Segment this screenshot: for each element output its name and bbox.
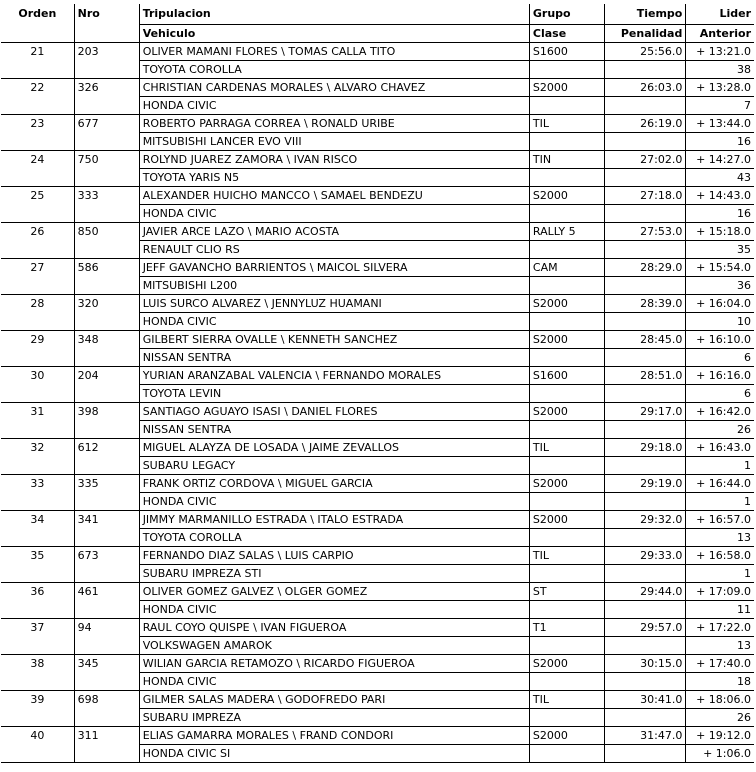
nro-cell: 698 [74,691,139,727]
anterior-cell: 16 [686,133,754,151]
clase-cell [529,529,604,547]
table-row [1,547,754,565]
clase-cell [529,709,604,727]
vehiculo-cell: NISSAN SENTRA [139,349,529,367]
penalidad-cell [605,637,686,655]
lider-cell: + 13:21.0 [686,43,754,61]
grupo-cell: S2000 [529,331,604,349]
anterior-cell: 1 [686,457,754,475]
table-row [1,691,754,709]
tiempo-cell: 29:17.0 [605,403,686,421]
vehiculo-cell: TOYOTA COROLLA [139,529,529,547]
orden-cell: 38 [1,655,74,691]
penalidad-cell [605,529,686,547]
penalidad-cell [605,133,686,151]
tiempo-cell: 27:02.0 [605,151,686,169]
nro-cell: 203 [74,43,139,79]
col-header-penalidad: Penalidad [605,25,686,43]
nro-cell: 750 [74,151,139,187]
grupo-cell: RALLY 5 [529,223,604,241]
nro-cell: 320 [74,295,139,331]
tiempo-cell: 25:56.0 [605,43,686,61]
orden-cell: 25 [1,187,74,223]
clase-cell [529,277,604,295]
orden-cell: 34 [1,511,74,547]
clase-cell [529,61,604,79]
nro-cell: 204 [74,367,139,403]
lider-cell: + 14:43.0 [686,187,754,205]
nro-cell: 461 [74,583,139,619]
penalidad-cell [605,709,686,727]
grupo-cell: TIL [529,547,604,565]
clase-cell [529,169,604,187]
tripulacion-cell: LUIS SURCO ALVAREZ \ JENNYLUZ HUAMANI [139,295,529,313]
tripulacion-cell: OLIVER MAMANI FLORES \ TOMAS CALLA TITO [139,43,529,61]
table-row [1,439,754,457]
tripulacion-cell: ELIAS GAMARRA MORALES \ FRAND CONDORI [139,727,529,745]
tiempo-cell: 28:29.0 [605,259,686,277]
tripulacion-cell: SANTIAGO AGUAYO ISASI \ DANIEL FLORES [139,403,529,421]
nro-cell: 586 [74,259,139,295]
grupo-cell: S2000 [529,655,604,673]
penalidad-cell [605,421,686,439]
lider-cell: + 16:16.0 [686,367,754,385]
results-table [1,4,754,763]
grupo-cell: TIL [529,115,604,133]
clase-cell [529,313,604,331]
tripulacion-cell: JEFF GAVANCHO BARRIENTOS \ MAICOL SILVERA [139,259,529,277]
tiempo-cell: 30:41.0 [605,691,686,709]
grupo-cell: S2000 [529,403,604,421]
orden-cell: 28 [1,295,74,331]
clase-cell [529,601,604,619]
table-row [1,223,754,241]
nro-cell: 341 [74,511,139,547]
penalidad-cell [605,457,686,475]
anterior-cell: 16 [686,205,754,223]
orden-cell: 30 [1,367,74,403]
lider-cell: + 16:44.0 [686,475,754,493]
anterior-cell: 26 [686,421,754,439]
tripulacion-cell: FERNANDO DIAZ SALAS \ LUIS CARPIO [139,547,529,565]
vehiculo-cell: RENAULT CLIO RS [139,241,529,259]
table-row [1,115,754,133]
anterior-cell: + 1:06.0 [686,745,754,763]
vehiculo-cell: SUBARU LEGACY [139,457,529,475]
lider-cell: + 15:18.0 [686,223,754,241]
tiempo-cell: 29:18.0 [605,439,686,457]
clase-cell [529,493,604,511]
orden-cell: 24 [1,151,74,187]
penalidad-cell [605,385,686,403]
clase-cell [529,205,604,223]
lider-cell: + 16:10.0 [686,331,754,349]
nro-cell: 673 [74,547,139,583]
penalidad-cell [605,61,686,79]
table-row [1,367,754,385]
penalidad-cell [605,313,686,331]
anterior-cell: 11 [686,601,754,619]
orden-cell: 26 [1,223,74,259]
anterior-cell: 26 [686,709,754,727]
col-header-nro: Nro [74,4,139,25]
anterior-cell: 43 [686,169,754,187]
grupo-cell: T1 [529,619,604,637]
clase-cell [529,97,604,115]
penalidad-cell [605,745,686,763]
table-row [1,583,754,601]
grupo-cell: S2000 [529,475,604,493]
clase-cell [529,637,604,655]
tiempo-cell: 28:51.0 [605,367,686,385]
col-header-lider: Lider [719,7,751,20]
orden-cell: 33 [1,475,74,511]
table-row [1,655,754,673]
table-row [1,43,754,61]
tiempo-cell: 28:45.0 [605,331,686,349]
vehiculo-cell: TOYOTA LEVIN [139,385,529,403]
grupo-cell: S1600 [529,367,604,385]
vehiculo-cell: SUBARU IMPREZA [139,709,529,727]
tiempo-cell: 29:19.0 [605,475,686,493]
clase-cell [529,385,604,403]
penalidad-cell [605,169,686,187]
vehiculo-cell: HONDA CIVIC [139,97,529,115]
nro-cell: 335 [74,475,139,511]
tiempo-cell: 27:53.0 [605,223,686,241]
tripulacion-cell: ROLYND JUAREZ ZAMORA \ IVAN RISCO [139,151,529,169]
tripulacion-cell: CHRISTIAN CARDENAS MORALES \ ALVARO CHAVEZ [139,79,529,97]
col-header-grupo: Grupo [529,4,604,25]
table-row [1,475,754,493]
vehiculo-cell: VOLKSWAGEN AMAROK [139,637,529,655]
col-header-tripulacion: Tripulacion [139,4,529,25]
tiempo-cell: 26:03.0 [605,79,686,97]
anterior-cell: 10 [686,313,754,331]
col-header-vehiculo: Vehiculo [139,25,529,43]
nro-cell: 348 [74,331,139,367]
col-header-clase: Clase [529,25,604,43]
clase-cell [529,745,604,763]
anterior-cell: 1 [686,493,754,511]
table-row [1,511,754,529]
nro-cell: 677 [74,115,139,151]
tiempo-cell: 31:47.0 [605,727,686,745]
anterior-cell: 6 [686,349,754,367]
grupo-cell: S1600 [529,43,604,61]
table-row [1,79,754,97]
penalidad-cell [605,205,686,223]
table-row [1,259,754,277]
penalidad-cell [605,97,686,115]
tiempo-cell: 29:33.0 [605,547,686,565]
vehiculo-cell: HONDA CIVIC [139,493,529,511]
vehiculo-cell: HONDA CIVIC [139,601,529,619]
penalidad-cell [605,565,686,583]
lider-cell: + 16:57.0 [686,511,754,529]
lider-cell: + 17:40.0 [686,655,754,673]
col-header-anterior: Anterior [686,25,754,43]
penalidad-cell [605,277,686,295]
lider-cell: + 16:42.0 [686,403,754,421]
vehiculo-cell: TOYOTA YARIS N5 [139,169,529,187]
vehiculo-cell: HONDA CIVIC [139,313,529,331]
tripulacion-cell: OLIVER GOMEZ GALVEZ \ OLGER GOMEZ [139,583,529,601]
tiempo-cell: 27:18.0 [605,187,686,205]
orden-cell: 27 [1,259,74,295]
penalidad-cell [605,241,686,259]
tripulacion-cell: ROBERTO PARRAGA CORREA \ RONALD URIBE [139,115,529,133]
table-row [1,727,754,745]
tiempo-cell: 29:32.0 [605,511,686,529]
col-header-orden: Orden [1,4,74,25]
lider-cell: + 16:04.0 [686,295,754,313]
col-header-tiempo: Tiempo [605,4,686,25]
tripulacion-cell: MIGUEL ALAYZA DE LOSADA \ JAIME ZEVALLOS [139,439,529,457]
tiempo-cell: 29:57.0 [605,619,686,637]
lider-cell: + 18:06.0 [686,691,754,709]
vehiculo-cell: HONDA CIVIC SI [139,745,529,763]
lider-cell: + 16:58.0 [686,547,754,565]
nro-cell: 398 [74,403,139,439]
grupo-cell: CAM [529,259,604,277]
anterior-cell: 13 [686,529,754,547]
anterior-cell: 1 [686,565,754,583]
table-row [1,619,754,637]
grupo-cell: TIL [529,691,604,709]
vehiculo-cell: HONDA CIVIC [139,673,529,691]
tiempo-cell: 26:19.0 [605,115,686,133]
lider-cell: + 17:09.0 [686,583,754,601]
grupo-cell: TIL [529,439,604,457]
penalidad-cell [605,673,686,691]
grupo-cell: TIN [529,151,604,169]
vehiculo-cell: TOYOTA COROLLA [139,61,529,79]
orden-cell: 32 [1,439,74,475]
nro-cell: 612 [74,439,139,475]
results-body [1,43,754,763]
orden-cell: 36 [1,583,74,619]
anterior-cell: 35 [686,241,754,259]
vehiculo-cell: SUBARU IMPREZA STI [139,565,529,583]
nro-cell: 345 [74,655,139,691]
orden-cell: 21 [1,43,74,79]
lider-cell: + 16:43.0 [686,439,754,457]
tripulacion-cell: YURIAN ARANZABAL VALENCIA \ FERNANDO MORALES [139,367,529,385]
orden-cell: 35 [1,547,74,583]
grupo-cell: S2000 [529,295,604,313]
grupo-cell: S2000 [529,727,604,745]
grupo-cell: S2000 [529,79,604,97]
lider-cell: + 17:22.0 [686,619,754,637]
clase-cell [529,421,604,439]
grupo-cell: S2000 [529,511,604,529]
penalidad-cell [605,349,686,367]
anterior-cell: 36 [686,277,754,295]
anterior-cell: 38 [686,61,754,79]
anterior-cell: 7 [686,97,754,115]
clase-cell [529,349,604,367]
orden-cell: 39 [1,691,74,727]
orden-cell: 23 [1,115,74,151]
tripulacion-cell: GILBERT SIERRA OVALLE \ KENNETH SANCHEZ [139,331,529,349]
vehiculo-cell: MITSUBISHI L200 [139,277,529,295]
clase-cell [529,457,604,475]
penalidad-cell [605,601,686,619]
orden-cell: 37 [1,619,74,655]
lider-cell: + 15:54.0 [686,259,754,277]
tripulacion-cell: ALEXANDER HUICHO MANCCO \ SAMAEL BENDEZU [139,187,529,205]
nro-cell: 850 [74,223,139,259]
table-row [1,187,754,205]
clase-cell [529,133,604,151]
orden-cell: 29 [1,331,74,367]
table-row [1,331,754,349]
tripulacion-cell: FRANK ORTIZ CORDOVA \ MIGUEL GARCIA [139,475,529,493]
header-row-bottom [1,25,754,43]
anterior-cell: 6 [686,385,754,403]
header-row-top [1,4,754,25]
lider-cell: + 19:12.0 [686,727,754,745]
table-row [1,151,754,169]
lider-cell: + 13:44.0 [686,115,754,133]
table-row [1,295,754,313]
tripulacion-cell: WILIAN GARCIA RETAMOZO \ RICARDO FIGUEROA [139,655,529,673]
lider-cell: + 13:28.0 [686,79,754,97]
nro-cell: 333 [74,187,139,223]
grupo-cell: ST [529,583,604,601]
tiempo-cell: 29:44.0 [605,583,686,601]
nro-cell: 94 [74,619,139,655]
lider-cell: + 14:27.0 [686,151,754,169]
nro-cell: 326 [74,79,139,115]
clase-cell [529,565,604,583]
tripulacion-cell: JAVIER ARCE LAZO \ MARIO ACOSTA [139,223,529,241]
nro-cell: 311 [74,727,139,763]
tripulacion-cell: RAUL COYO QUISPE \ IVAN FIGUEROA [139,619,529,637]
tripulacion-cell: GILMER SALAS MADERA \ GODOFREDO PARI [139,691,529,709]
anterior-cell: 18 [686,673,754,691]
anterior-cell: 13 [686,637,754,655]
tiempo-cell: 28:39.0 [605,295,686,313]
orden-cell: 22 [1,79,74,115]
orden-cell: 31 [1,403,74,439]
orden-cell: 40 [1,727,74,763]
clase-cell [529,673,604,691]
tripulacion-cell: JIMMY MARMANILLO ESTRADA \ ITALO ESTRADA [139,511,529,529]
table-row [1,403,754,421]
vehiculo-cell: HONDA CIVIC [139,205,529,223]
vehiculo-cell: NISSAN SENTRA [139,421,529,439]
tiempo-cell: 30:15.0 [605,655,686,673]
clase-cell [529,241,604,259]
penalidad-cell [605,493,686,511]
vehiculo-cell: MITSUBISHI LANCER EVO VIII [139,133,529,151]
grupo-cell: S2000 [529,187,604,205]
